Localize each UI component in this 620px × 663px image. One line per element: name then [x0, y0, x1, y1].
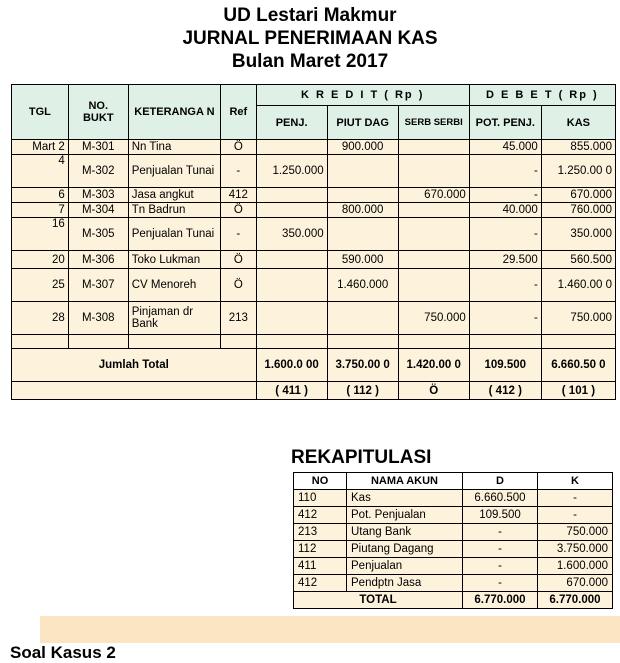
- ref-pot-penj: ( 412 ): [469, 382, 541, 400]
- recap-title: REKAPITULASI: [291, 447, 432, 468]
- table-row: [294, 541, 613, 558]
- total-pot-penj: 109.500: [469, 349, 541, 382]
- header-tgl: TGL: [12, 85, 69, 140]
- recap-table: [293, 472, 613, 609]
- cell-keterangan: CV Menoreh: [128, 269, 220, 302]
- recap-total-d: 6.770.000: [463, 592, 538, 609]
- cell-penj: 350.000: [256, 218, 327, 251]
- cell-serb-serbi: [398, 269, 469, 302]
- table-row: [12, 302, 616, 335]
- cell-no-bukti: M-302: [68, 155, 128, 188]
- cell-piut-dag: [327, 302, 398, 335]
- table-row: [12, 269, 616, 302]
- cell-penj: [256, 140, 327, 155]
- recap-d: -: [463, 575, 538, 592]
- period-title: Bulan Maret 2017: [231, 51, 389, 72]
- recap-k: 750.000: [538, 524, 613, 541]
- highlight-band: [40, 616, 620, 643]
- recap-d: -: [463, 541, 538, 558]
- total-label: Jumlah Total: [12, 349, 257, 382]
- cell-ref: Ö: [221, 203, 257, 218]
- cell-serb-serbi: 670.000: [398, 188, 469, 203]
- cell-pot-penj: -: [469, 269, 541, 302]
- cell-keterangan: Penjualan Tunai: [128, 218, 220, 251]
- cell-piut-dag: [327, 188, 398, 203]
- cell-piut-dag: 900.000: [327, 140, 398, 155]
- cell-serb-serbi: [398, 251, 469, 269]
- recap-no: 213: [294, 524, 347, 541]
- header-kas: KAS: [541, 106, 615, 140]
- recap-total-row: [294, 592, 613, 609]
- cell-no-bukti: M-305: [68, 218, 128, 251]
- cell-kas: 750.000: [541, 302, 615, 335]
- cell-serb-serbi: [398, 155, 469, 188]
- table-row: [294, 507, 613, 524]
- cell-pot-penj: -: [469, 218, 541, 251]
- ref-penj: ( 411 ): [256, 382, 327, 400]
- cell-piut-dag: 1.460.000: [327, 269, 398, 302]
- total-piut-dag: 3.750.00 0: [327, 349, 398, 382]
- recap-d: 109.500: [463, 507, 538, 524]
- table-row: [294, 490, 613, 507]
- cell-penj: [256, 203, 327, 218]
- cell-penj: [256, 251, 327, 269]
- company-name: UD Lestari Makmur: [223, 5, 397, 26]
- cell-penj: [256, 269, 327, 302]
- table-row: [12, 251, 616, 269]
- cell-no-bukti: M-306: [68, 251, 128, 269]
- recap-header-d: D: [463, 473, 538, 490]
- recap-k: 1.600.000: [538, 558, 613, 575]
- header-penj: PENJ.: [256, 106, 327, 140]
- cell-piut-dag: 800.000: [327, 203, 398, 218]
- report-header: [0, 4, 620, 73]
- recap-nama: Piutang Dagang: [347, 541, 463, 558]
- cell-pot-penj: -: [469, 188, 541, 203]
- cell-penj: 1.250.000: [256, 155, 327, 188]
- table-row: [12, 155, 616, 188]
- cell-tgl: Mart 2: [12, 140, 69, 155]
- table-row: [294, 575, 613, 592]
- cell-pot-penj: 29.500: [469, 251, 541, 269]
- recap-header-nama: NAMA AKUN: [347, 473, 463, 490]
- cell-penj: [256, 188, 327, 203]
- cell-serb-serbi: 750.000: [398, 302, 469, 335]
- cell-serb-serbi: [398, 218, 469, 251]
- cell-tgl: 6: [12, 188, 69, 203]
- cell-ref: -: [221, 155, 257, 188]
- cell-penj: [256, 302, 327, 335]
- header-kredit: K R E D I T ( Rp ): [256, 85, 469, 106]
- cell-serb-serbi: [398, 203, 469, 218]
- ref-serb-serbi: Ö: [398, 382, 469, 400]
- account-ref-row: [12, 382, 616, 400]
- cell-no-bukti: M-308: [68, 302, 128, 335]
- cell-kas: 855.000: [541, 140, 615, 155]
- recap-nama: Pendptn Jasa: [347, 575, 463, 592]
- table-row: [12, 218, 616, 251]
- recap-nama: Pot. Penjualan: [347, 507, 463, 524]
- recap-total-k: 6.770.000: [538, 592, 613, 609]
- cell-kas: 670.000: [541, 188, 615, 203]
- header-ref: Ref: [221, 85, 257, 140]
- cell-piut-dag: [327, 155, 398, 188]
- cell-tgl: 20: [12, 251, 69, 269]
- cell-pot-penj: 45.000: [469, 140, 541, 155]
- recap-header-no: NO: [294, 473, 347, 490]
- ref-piut-dag: ( 112 ): [327, 382, 398, 400]
- cell-ref: Ö: [221, 251, 257, 269]
- cell-keterangan: Tn Badrun: [128, 203, 220, 218]
- cell-pot-penj: -: [469, 302, 541, 335]
- total-serb-serbi: 1.420.00 0: [398, 349, 469, 382]
- header-keterangan: KETERANGA N: [128, 85, 220, 140]
- cell-tgl: 28: [12, 302, 69, 335]
- recap-nama: Penjualan: [347, 558, 463, 575]
- cell-pot-penj: 40.000: [469, 203, 541, 218]
- cell-tgl: 7: [12, 203, 69, 218]
- table-row: [12, 188, 616, 203]
- cell-piut-dag: [327, 218, 398, 251]
- recap-header-k: K: [538, 473, 613, 490]
- header-no-bukti: NO. BUKT: [68, 85, 128, 140]
- cell-tgl: 16: [12, 218, 69, 251]
- cell-ref: 412: [221, 188, 257, 203]
- recap-no: 112: [294, 541, 347, 558]
- header-piut-dag: PIUT DAG: [327, 106, 398, 140]
- recap-no: 110: [294, 490, 347, 507]
- cell-keterangan: Nn Tina: [128, 140, 220, 155]
- cell-keterangan: Pinjaman dr Bank: [128, 302, 220, 335]
- ref-kas: ( 101 ): [541, 382, 615, 400]
- recap-no: 412: [294, 575, 347, 592]
- cash-receipts-journal-table: [11, 84, 616, 400]
- next-case-heading: Soal Kasus 2: [10, 643, 116, 662]
- table-row: [12, 203, 616, 218]
- table-row: [12, 140, 616, 155]
- cell-ref: 213: [221, 302, 257, 335]
- recap-k: -: [538, 490, 613, 507]
- table-row: [294, 558, 613, 575]
- recap-no: 412: [294, 507, 347, 524]
- cell-no-bukti: M-303: [68, 188, 128, 203]
- cell-keterangan: Toko Lukman: [128, 251, 220, 269]
- empty-row: [12, 335, 616, 349]
- recap-total-label: TOTAL: [294, 592, 463, 609]
- cell-kas: 560.500: [541, 251, 615, 269]
- cell-ref: -: [221, 218, 257, 251]
- cell-no-bukti: M-307: [68, 269, 128, 302]
- cell-ref: Ö: [221, 269, 257, 302]
- total-kas: 6.660.50 0: [541, 349, 615, 382]
- recap-k: 670.000: [538, 575, 613, 592]
- cell-kas: 1.250.00 0: [541, 155, 615, 188]
- journal-title: JURNAL PENERIMAAN KAS: [182, 28, 438, 49]
- recap-no: 411: [294, 558, 347, 575]
- total-row: [12, 349, 616, 382]
- recap-d: -: [463, 524, 538, 541]
- table-row: [294, 524, 613, 541]
- cell-no-bukti: M-304: [68, 203, 128, 218]
- cell-piut-dag: 590.000: [327, 251, 398, 269]
- header-serb-serbi: SERB SERBI: [398, 106, 469, 140]
- cell-tgl: 25: [12, 269, 69, 302]
- cell-kas: 350.000: [541, 218, 615, 251]
- cell-kas: 1.460.00 0: [541, 269, 615, 302]
- cell-tgl: 4: [12, 155, 69, 188]
- recap-k: -: [538, 507, 613, 524]
- cell-pot-penj: -: [469, 155, 541, 188]
- cell-keterangan: Penjualan Tunai: [128, 155, 220, 188]
- header-debet: D E B E T ( Rp ): [469, 85, 615, 106]
- recap-k: 3.750.000: [538, 541, 613, 558]
- header-pot-penj: POT. PENJ.: [469, 106, 541, 140]
- total-penj: 1.600.0 00: [256, 349, 327, 382]
- cell-ref: Ö: [221, 140, 257, 155]
- cell-keterangan: Jasa angkut: [128, 188, 220, 203]
- recap-nama: Utang Bank: [347, 524, 463, 541]
- cell-serb-serbi: [398, 140, 469, 155]
- cell-no-bukti: M-301: [68, 140, 128, 155]
- recap-nama: Kas: [347, 490, 463, 507]
- recap-d: -: [463, 558, 538, 575]
- recap-d: 6.660.500: [463, 490, 538, 507]
- cell-kas: 760.000: [541, 203, 615, 218]
